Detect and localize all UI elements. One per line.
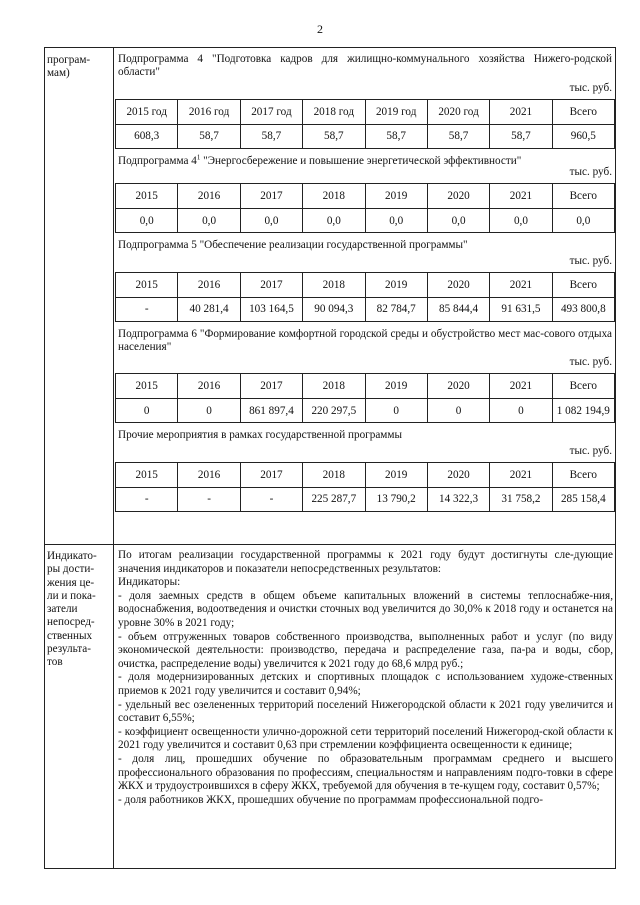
unit-label: тыс. руб.	[569, 81, 612, 94]
indicators-heading: Индикаторы:	[118, 576, 181, 589]
left-cell-indicators	[47, 550, 109, 670]
amount-cell: 220 297,5	[303, 399, 365, 423]
amount-cell: 0,0	[116, 209, 178, 233]
total-cell: 0,0	[552, 209, 614, 233]
amount-cell: 0,0	[178, 209, 240, 233]
year-header: 2020	[427, 374, 489, 399]
year-header: 2019 год	[365, 99, 427, 124]
amount-cell: 82 784,7	[365, 297, 427, 321]
indicator-item: - удельный вес озелененных территорий поселений Нижегородской области к 2021 году увеличится и составит 6,55%;	[118, 698, 613, 725]
year-header: 2015	[116, 462, 178, 487]
year-header: 2016	[178, 272, 240, 297]
year-header: 2017 год	[240, 99, 302, 124]
left-line: Индикато-	[47, 550, 97, 562]
amount-cell: 0	[178, 399, 240, 423]
unit-label: тыс. руб.	[569, 166, 612, 179]
total-header: Всего	[552, 99, 614, 124]
year-header: 2020 год	[427, 99, 489, 124]
year-header: 2015	[116, 374, 178, 399]
indicator-item: - доля работников ЖКХ, прошедших обучение по программам профессиональной подго-	[118, 793, 544, 806]
year-header: 2021	[490, 462, 552, 487]
amount-cell: -	[116, 297, 178, 321]
amount-cell: 58,7	[178, 124, 240, 148]
year-header: 2019	[365, 184, 427, 209]
year-header: 2018 год	[303, 99, 365, 124]
amount-cell: -	[116, 487, 178, 511]
amount-cell: 58,7	[240, 124, 302, 148]
funding-table	[115, 373, 615, 423]
year-header: 2017	[240, 462, 302, 487]
year-header: 2018	[303, 374, 365, 399]
year-header: 2020	[427, 184, 489, 209]
amount-cell: 14 322,3	[427, 487, 489, 511]
row-divider	[45, 544, 615, 545]
total-header: Всего	[552, 462, 614, 487]
unit-label: тыс. руб.	[569, 444, 612, 457]
amount-cell: 58,7	[303, 124, 365, 148]
indicators-intro: По итогам реализации государственной программы к 2021 году будут достигнуты сле-дующие значения индикаторов и показатели непосредственных результатов:	[118, 549, 613, 575]
amount-cell: 103 164,5	[240, 297, 302, 321]
indicator-item: - доля модернизированных детских и спортивных площадок с использованием художе-ственных приемов к 2021 году увеличится и составит 0,94%;	[118, 671, 613, 697]
amount-cell: 0,0	[490, 209, 552, 233]
amount-cell: 608,3	[116, 124, 178, 148]
amount-cell: -	[240, 487, 302, 511]
year-header: 2021	[490, 272, 552, 297]
total-cell: 1 082 194,9	[552, 399, 614, 423]
total-cell: 285 158,4	[552, 487, 614, 511]
amount-cell: 40 281,4	[178, 297, 240, 321]
left-line: результа-	[47, 643, 91, 656]
year-header: 2019	[365, 374, 427, 399]
subprogram-title: Подпрограмма 4 "Подготовка кадров для жилищно-коммунального хозяйства Нижего-родской области"	[118, 53, 612, 79]
left-line: програм-	[47, 54, 91, 66]
indicator-item: - коэффициент освещенности улично-дорожной сети территорий поселений Нижегород-ской области к 2021 году увеличится и составит 0,63 при стремлении коэффициента освещенности к единице;	[118, 725, 613, 752]
year-header: 2017	[240, 374, 302, 399]
indicator-item: - объем отгруженных товаров собственного производства, выполненных работ и услуг (по виду экономической деятельности: производство, передача и распределение газа, па-ра и воды, сбор, очистка, распределение воды) увеличится к 2021 году до 68,6 млрд руб.;	[118, 630, 613, 670]
amount-cell: -	[178, 487, 240, 511]
year-header: 2019	[365, 462, 427, 487]
year-header: 2017	[240, 272, 302, 297]
year-header: 2020	[427, 462, 489, 487]
amount-cell: 0	[365, 399, 427, 423]
total-cell: 960,5	[552, 124, 614, 148]
funding-table	[115, 183, 615, 233]
title-superscript: 1	[196, 153, 201, 162]
year-header: 2021	[490, 184, 552, 209]
year-header: 2019	[365, 272, 427, 297]
page-number: 2	[317, 22, 323, 36]
amount-cell: 31 758,2	[490, 487, 552, 511]
funding-table	[115, 272, 615, 322]
amount-cell: 85 844,4	[427, 297, 489, 321]
total-cell: 493 800,8	[552, 297, 614, 321]
funding-table	[115, 462, 615, 512]
left-line: тов	[47, 656, 63, 669]
left-line: мам)	[47, 67, 70, 80]
year-header: 2017	[240, 184, 302, 209]
year-header: 2020	[427, 272, 489, 297]
amount-cell: 0,0	[427, 209, 489, 233]
left-line: непосред-	[47, 616, 95, 629]
amount-cell: 0,0	[365, 209, 427, 233]
amount-cell: 58,7	[490, 124, 552, 148]
subprogram-title: Подпрограмма 5 "Обеспечение реализации государственной программы"	[118, 239, 468, 252]
amount-cell: 0	[490, 399, 552, 423]
year-header: 2015	[116, 184, 178, 209]
left-cell-programs	[47, 54, 109, 81]
column-divider	[113, 48, 114, 868]
year-header: 2015	[116, 272, 178, 297]
amount-cell: 58,7	[365, 124, 427, 148]
left-line: ственных	[47, 629, 93, 642]
left-line: затели	[47, 603, 78, 616]
amount-cell: 0,0	[303, 209, 365, 233]
total-header: Всего	[552, 272, 614, 297]
indicator-item: - доля лиц, прошедших обучение по образовательным программам среднего и высшего профессионального образования по профессиям, специальностям и направлениям подго-товки в сфере ЖКХ и трудоустроившихся в сферу ЖКХ, требуемой для обучения в те-кущем году, составит 0,57%;	[118, 752, 613, 793]
year-header: 2018	[303, 462, 365, 487]
subprogram-title: Прочие мероприятия в рамках государственной программы	[118, 429, 402, 442]
left-line: ры дости-	[47, 563, 95, 576]
year-header: 2021	[490, 99, 552, 124]
amount-cell: 861 897,4	[240, 399, 302, 423]
total-header: Всего	[552, 184, 614, 209]
indicator-item: - доля заемных средств в общем объеме капитальных вложений в системы теплоснабже-ния, водоснабжения, водоотведения и очистки сточных вод увеличится до 30,0% к 2018 году и останется на уровне 30% в 2021 году;	[118, 589, 613, 629]
year-header: 2018	[303, 184, 365, 209]
amount-cell: 91 631,5	[490, 297, 552, 321]
amount-cell: 0,0	[240, 209, 302, 233]
amount-cell: 225 287,7	[303, 487, 365, 511]
amount-cell: 90 094,3	[303, 297, 365, 321]
left-line: ли и пока-	[47, 589, 96, 602]
left-line: жения це-	[47, 576, 95, 589]
title-text: Подпрограмма 4	[118, 154, 197, 167]
funding-table	[115, 99, 615, 149]
funding-section	[115, 53, 615, 518]
year-header: 2016	[178, 462, 240, 487]
title-text: "Энергосбережение и повышение энергетической эффективности"	[200, 154, 522, 167]
unit-label: тыс. руб.	[569, 254, 612, 267]
amount-cell: 13 790,2	[365, 487, 427, 511]
subprogram-title: Подпрограмма 6 "Формирование комфортной городской среды и обустройство мест мас-сового отдыха населения"	[118, 327, 612, 354]
indicators-text	[118, 549, 613, 807]
year-header: 2016	[178, 184, 240, 209]
unit-label: тыс. руб.	[569, 356, 612, 369]
passport-table	[44, 47, 616, 869]
year-header: 2016	[178, 374, 240, 399]
total-header: Всего	[552, 374, 614, 399]
year-header: 2015 год	[116, 99, 178, 124]
amount-cell: 0	[427, 399, 489, 423]
year-header: 2021	[490, 374, 552, 399]
year-header: 2016 год	[178, 99, 240, 124]
amount-cell: 58,7	[427, 124, 489, 148]
amount-cell: 0	[116, 399, 178, 423]
year-header: 2018	[303, 272, 365, 297]
